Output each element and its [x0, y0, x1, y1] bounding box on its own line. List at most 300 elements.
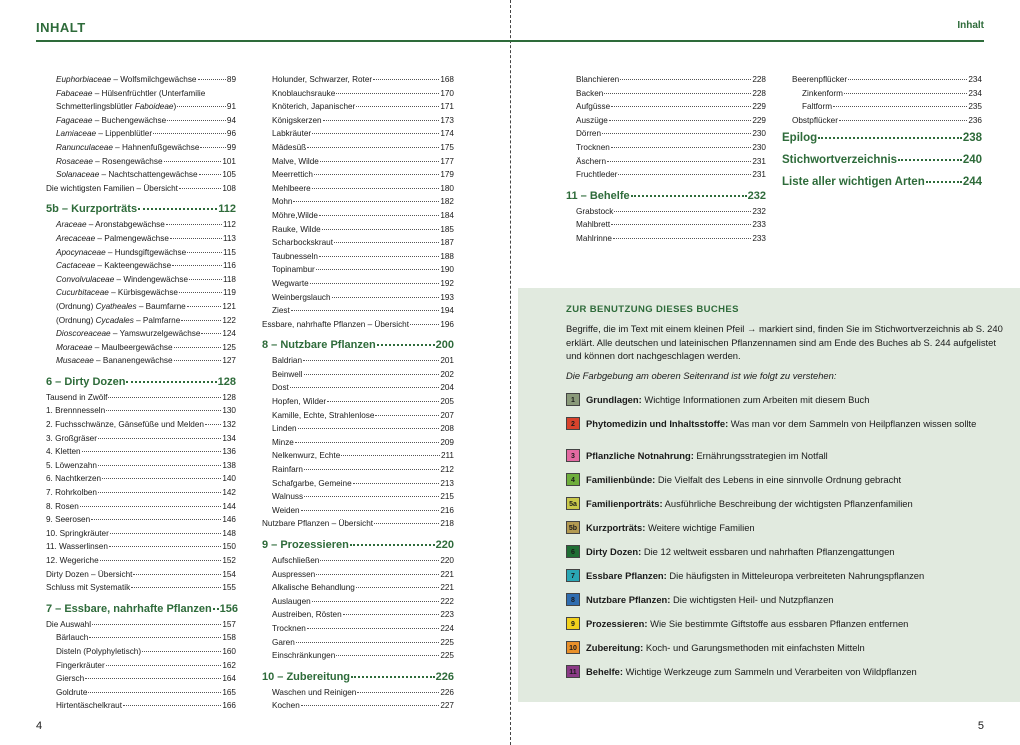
entry-title [56, 259, 171, 273]
legend-text [586, 450, 828, 463]
entry-text: Malve, Wilde [272, 156, 319, 166]
entry-title [56, 686, 87, 700]
entry-title [46, 182, 178, 196]
entry-title [576, 87, 603, 101]
toc-entry [566, 155, 766, 169]
legend-text [586, 618, 908, 631]
dot-leader [618, 174, 751, 175]
entry-page: 225 [440, 637, 454, 647]
legend-item [566, 618, 1006, 631]
entry-title [272, 381, 289, 395]
entry-page: 230 [752, 129, 766, 139]
entry-title [272, 87, 335, 101]
toc-entry [46, 445, 236, 459]
entry-page: 128 [222, 392, 236, 402]
toc-entry [46, 300, 236, 314]
toc-entry [262, 368, 454, 382]
entry-text: 12. Wegeriche [46, 556, 99, 565]
dot-leader [319, 256, 439, 257]
toc-entry [566, 127, 766, 141]
entry-text: Goldrute [56, 687, 88, 697]
entry-latin-name: Solanaceae [56, 170, 100, 180]
dot-leader [85, 678, 221, 679]
entry-page: 156 [219, 602, 239, 615]
entry-title [46, 601, 212, 617]
toc-entry [782, 73, 982, 87]
entry-text: Giersch [56, 674, 85, 684]
entry-title [46, 391, 107, 405]
dot-leader [80, 506, 222, 507]
header-rule [36, 40, 510, 42]
entry-page: 226 [435, 670, 454, 683]
dot-leader [179, 292, 222, 293]
dot-leader [174, 347, 222, 348]
toc-entry [782, 87, 982, 101]
entry-title [272, 114, 322, 128]
entry-text: 4. Kletten [46, 447, 81, 457]
entry-text: – Rosengewächse [92, 156, 163, 166]
toc-entry [262, 554, 454, 568]
toc-entry [46, 404, 236, 418]
toc-entry [262, 263, 454, 277]
entry-title [272, 490, 303, 504]
legend-label: Grundlagen: [586, 394, 642, 405]
entry-title [272, 291, 331, 305]
entry-page: 118 [222, 274, 236, 284]
dot-leader [205, 424, 221, 425]
entry-text: 7. Rohrkolben [46, 488, 97, 498]
page-number: 4 [36, 720, 43, 732]
entry-text: Aufgüsse [576, 102, 611, 112]
entry-latin-name: Araceae [56, 220, 87, 230]
toc-entry [262, 354, 454, 368]
toc-entry [46, 155, 236, 169]
entry-text: Aufschließen [272, 556, 320, 565]
entry-latin-name: Faboideae [134, 102, 174, 112]
entry-title [782, 150, 897, 171]
legend-desc: Weitere wichtige Familien [645, 522, 755, 533]
entry-page: 136 [222, 447, 236, 457]
entry-title [782, 172, 925, 193]
dot-leader [614, 211, 751, 212]
toc-chapter-entry [46, 374, 236, 390]
entry-text: – Maulbeergewächse [92, 342, 173, 352]
legend-desc: Die Vielfalt des Lebens in eine sinnvolle Ordnung gebracht [655, 474, 902, 485]
entry-title [56, 100, 176, 114]
entry-title [272, 368, 303, 382]
entry-title [272, 182, 311, 196]
toc-chapter-entry [566, 188, 766, 204]
legend-text [586, 642, 865, 655]
entry-title [262, 318, 409, 332]
entry-page: 193 [440, 292, 454, 302]
toc-entry [566, 73, 766, 87]
entry-title [272, 141, 306, 155]
toc-entry [262, 73, 454, 87]
entry-page: 194 [440, 306, 454, 316]
dot-leader [304, 496, 439, 497]
entry-page: 128 [217, 375, 236, 388]
dot-leader [316, 574, 439, 575]
dot-leader [133, 574, 221, 575]
entry-text: – Kürbisgewächse [108, 288, 178, 298]
info-box-title: ZUR BENUTZUNG DIESES BUCHES [566, 304, 739, 315]
color-badge: 5a [566, 497, 580, 510]
toc-column-2 [262, 73, 454, 713]
toc-entry [46, 232, 236, 246]
dot-leader [89, 637, 221, 638]
toc-entry [46, 554, 236, 568]
entry-text: – Palmfarne [133, 315, 181, 325]
entry-page: 113 [222, 233, 236, 243]
entry-title [272, 436, 294, 450]
dot-leader [304, 469, 439, 470]
entry-page: 99 [226, 142, 236, 152]
toc-entry [46, 472, 236, 486]
toc-entry [262, 581, 454, 595]
dot-leader [848, 79, 967, 80]
dot-leader [319, 215, 439, 216]
entry-text: – Palmengewächse [95, 233, 169, 243]
entry-text: Baldrian [272, 356, 303, 366]
entry-text: Die Auswahl [46, 619, 92, 629]
entry-text: Meerrettich [272, 170, 313, 180]
entry-title [56, 699, 122, 713]
entry-text: Zinkenform [802, 88, 843, 98]
entry-page: 154 [222, 569, 236, 579]
legend-label: Zubereitung: [586, 642, 644, 653]
entry-page: 229 [752, 115, 766, 125]
entry-title [56, 327, 200, 341]
entry-page: 112 [222, 220, 236, 230]
dot-leader [611, 224, 751, 225]
entry-text: Tausend in Zwölf [46, 392, 108, 402]
entry-text: ) [173, 102, 177, 112]
entry-latin-name: Apocynaceae [56, 247, 106, 257]
toc-entry [46, 699, 236, 713]
entry-title [46, 540, 108, 554]
dot-leader [126, 381, 216, 383]
legend-desc: Die wichtigsten Heil- und Nutzpflanzen [670, 594, 834, 605]
page-number: 5 [977, 720, 984, 732]
entry-text: Beerenpflücker [792, 75, 848, 84]
entry-title [262, 337, 376, 353]
entry-title [272, 73, 372, 87]
entry-text: Fruchtleder [576, 170, 618, 180]
toc-entry [262, 223, 454, 237]
toc-entry [782, 114, 982, 128]
toc-entry [46, 168, 236, 182]
toc-chapter-entry [262, 537, 454, 553]
entry-title [272, 581, 355, 595]
entry-page: 158 [222, 633, 236, 643]
entry-text: – Wolfsmilchgewächse [111, 75, 197, 84]
toc-entry [262, 155, 454, 169]
entry-text: Dörren [576, 129, 602, 139]
entry-page: 166 [222, 701, 236, 711]
entry-text: 7 – Essbare, nahrhafte Pflanzen [46, 602, 212, 615]
dot-leader [343, 614, 440, 615]
entry-page: 155 [222, 583, 236, 593]
dot-leader [102, 478, 221, 479]
entry-title [576, 218, 610, 232]
toc-entry [262, 449, 454, 463]
toc-entry [566, 87, 766, 101]
toc-entry [782, 100, 982, 114]
entry-text: Taubnesseln [272, 251, 318, 261]
entry-page: 146 [222, 515, 236, 525]
entry-title [56, 141, 199, 155]
entry-text: Holunder, Schwarzer, Roter [272, 75, 373, 84]
entry-text: Blanchieren [576, 75, 620, 84]
entry-title [576, 232, 612, 246]
toc-entry [262, 277, 454, 291]
entry-title [46, 486, 97, 500]
dot-leader [200, 147, 226, 148]
entry-page: 208 [440, 424, 454, 434]
toc-entry [262, 127, 454, 141]
entry-title [46, 527, 109, 541]
entry-title [802, 100, 832, 114]
legend-label: Essbare Pflanzen: [586, 570, 667, 581]
entry-text: 5. Löwenzahn [46, 460, 97, 470]
dot-leader [620, 79, 751, 80]
entry-title [46, 581, 130, 595]
entry-title [46, 618, 91, 632]
entry-title [46, 568, 132, 582]
dot-leader [322, 229, 440, 230]
entry-latin-name: Dioscoreaceae [56, 329, 111, 339]
entry-text: Bärlauch [56, 633, 89, 643]
entry-title [566, 188, 630, 204]
entry-text: 8. Rosen [46, 501, 79, 511]
dot-leader [123, 705, 221, 706]
entry-title [56, 232, 169, 246]
dot-leader [167, 120, 226, 121]
entry-text: Kamille, Echte, Strahlenlose [272, 410, 375, 420]
dot-leader [604, 93, 751, 94]
entry-title [56, 354, 173, 368]
dot-leader [172, 265, 222, 266]
entry-page: 187 [440, 238, 454, 248]
toc-entry [46, 459, 236, 473]
dot-leader [375, 415, 439, 416]
dot-leader [336, 655, 439, 656]
entry-page: 196 [440, 319, 454, 329]
toc-entry [46, 645, 236, 659]
entry-title [46, 201, 137, 217]
toc-entry [46, 618, 236, 632]
entry-page: 134 [222, 433, 236, 443]
entry-latin-name: Moraceae [56, 342, 93, 352]
toc-entry [262, 395, 454, 409]
toc-chapter-entry [262, 669, 454, 685]
entry-page: 182 [440, 197, 454, 207]
legend-text [586, 594, 834, 607]
entry-title [272, 236, 333, 250]
dot-leader [98, 438, 221, 439]
entry-title [576, 205, 613, 219]
toc-entry [262, 622, 454, 636]
entry-text: Nelkenwurz, Echte [272, 451, 341, 461]
entry-text: – Bananengewächse [93, 356, 173, 366]
toc-entry [46, 182, 236, 196]
dot-leader [312, 188, 440, 189]
dot-leader [298, 428, 440, 429]
legend-desc: Koch- und Garungsmethoden mit einfachsten Mitteln [643, 642, 865, 653]
entry-title [56, 155, 163, 169]
dot-leader [293, 201, 439, 202]
entry-latin-name: Arecaceae [56, 233, 96, 243]
entry-text: Hopfen, Wilder [272, 397, 327, 407]
entry-page: 231 [752, 170, 766, 180]
entry-page: 142 [222, 488, 236, 498]
entry-text: 2. Fuchsschwänze, Gänsefüße und Melden [46, 420, 204, 430]
toc-entry [262, 195, 454, 209]
entry-page: 185 [440, 224, 454, 234]
entry-title [272, 595, 311, 609]
entry-latin-name: Convolvulaceae [56, 274, 115, 284]
entry-page: 119 [222, 288, 236, 298]
entry-text: Mohn [272, 197, 293, 207]
dot-leader [179, 188, 221, 189]
entry-page: 130 [222, 406, 236, 416]
entry-page: 192 [440, 278, 454, 288]
entry-text: Waschen und Reinigen [272, 687, 357, 697]
entry-text: Topinambur [272, 265, 315, 275]
entry-page: 125 [222, 342, 236, 352]
dot-leader [611, 147, 752, 148]
entry-latin-name: Euphorbiaceae [56, 75, 112, 84]
entry-title [262, 537, 349, 553]
toc-entry [46, 73, 236, 87]
entry-text: Auszüge [576, 115, 608, 125]
legend-label: Kurzporträts: [586, 522, 646, 533]
entry-page: 108 [222, 183, 236, 193]
legend-item [566, 546, 1006, 559]
entry-title [46, 418, 204, 432]
legend-item [566, 594, 1006, 607]
entry-text: Stichwortverzeichnis [782, 154, 898, 167]
entry-title [56, 314, 180, 328]
dot-leader [307, 147, 439, 148]
entry-page: 223 [440, 610, 454, 620]
entry-title [272, 449, 340, 463]
color-badge: 10 [566, 641, 580, 654]
entry-page: 148 [222, 528, 236, 538]
entry-title [576, 73, 619, 87]
dot-leader [602, 133, 751, 134]
entry-text: Faltform [802, 102, 833, 112]
toc-entry [46, 114, 236, 128]
entry-title [272, 195, 292, 209]
toc-entry [262, 318, 454, 332]
entry-text: 11 – Behelfe [566, 189, 630, 202]
dot-leader [316, 269, 440, 270]
dot-leader [199, 174, 222, 175]
legend-item [566, 642, 1006, 655]
entry-page: 228 [752, 88, 766, 98]
legend-label: Pflanzliche Notnahrung: [586, 450, 694, 461]
entry-text: Trocknen [576, 142, 610, 152]
toc-entry [262, 568, 454, 582]
dot-leader [314, 174, 439, 175]
dot-leader [304, 374, 440, 375]
toc-entry [566, 218, 766, 232]
color-badge: 2 [566, 417, 580, 430]
toc-entry [262, 141, 454, 155]
entry-page: 213 [440, 478, 454, 488]
entry-title [56, 341, 173, 355]
running-head: INHALT [36, 20, 86, 35]
toc-entry [46, 141, 236, 155]
entry-text: – Hahnenfußgewächse [112, 142, 200, 152]
toc-entry [566, 232, 766, 246]
entry-page: 229 [752, 102, 766, 112]
toc-chapter-entry [46, 201, 236, 217]
entry-text: Möhre,Wilde [272, 210, 318, 220]
dot-leader [320, 161, 439, 162]
toc-entry [566, 205, 766, 219]
entry-page: 140 [222, 474, 236, 484]
dot-leader [310, 283, 440, 284]
toc-entry [566, 100, 766, 114]
entry-page: 177 [440, 156, 454, 166]
entry-text: Labkräuter [272, 129, 312, 139]
entry-page: 215 [440, 492, 454, 502]
entry-page: 201 [440, 356, 454, 366]
toc-entry [46, 672, 236, 686]
dot-leader [374, 523, 439, 524]
entry-page: 138 [222, 460, 236, 470]
legend-item [566, 394, 1006, 407]
toc-entry [46, 568, 236, 582]
toc-entry [46, 418, 236, 432]
dot-leader [350, 544, 435, 546]
dot-leader [295, 442, 439, 443]
entry-page: 174 [440, 129, 454, 139]
entry-title [272, 568, 315, 582]
toc-entry [46, 341, 236, 355]
entry-title [56, 114, 166, 128]
entry-text: Rauke, Wilde [272, 224, 321, 234]
entry-text: Trocknen [272, 623, 306, 633]
legend-desc: Wie Sie bestimmte Giftstoffe aus essbaren Pflanzen entfernen [647, 618, 909, 629]
dot-leader [613, 238, 751, 239]
toc-entry [566, 141, 766, 155]
entry-title [56, 659, 105, 673]
entry-page: 226 [440, 687, 454, 697]
entry-page: 165 [222, 687, 236, 697]
entry-text: Schmetterlingsblütler [56, 102, 135, 112]
legend-text [586, 666, 917, 679]
toc-entry [46, 87, 236, 101]
legend-item [566, 474, 1006, 487]
entry-title [46, 459, 97, 473]
legend-desc: Ernährungsstrategien im Notfall [693, 450, 828, 461]
entry-text: 3. Großgräser [46, 433, 97, 443]
entry-title [272, 554, 319, 568]
dot-leader [334, 242, 439, 243]
toc-entry [46, 218, 236, 232]
entry-text: – Windengewächse [114, 274, 188, 284]
entry-page: 234 [968, 75, 982, 84]
entry-page: 221 [440, 569, 454, 579]
entry-page: 89 [226, 75, 236, 84]
entry-page: 101 [222, 156, 236, 166]
toc-entry [262, 236, 454, 250]
entry-title [272, 608, 342, 622]
